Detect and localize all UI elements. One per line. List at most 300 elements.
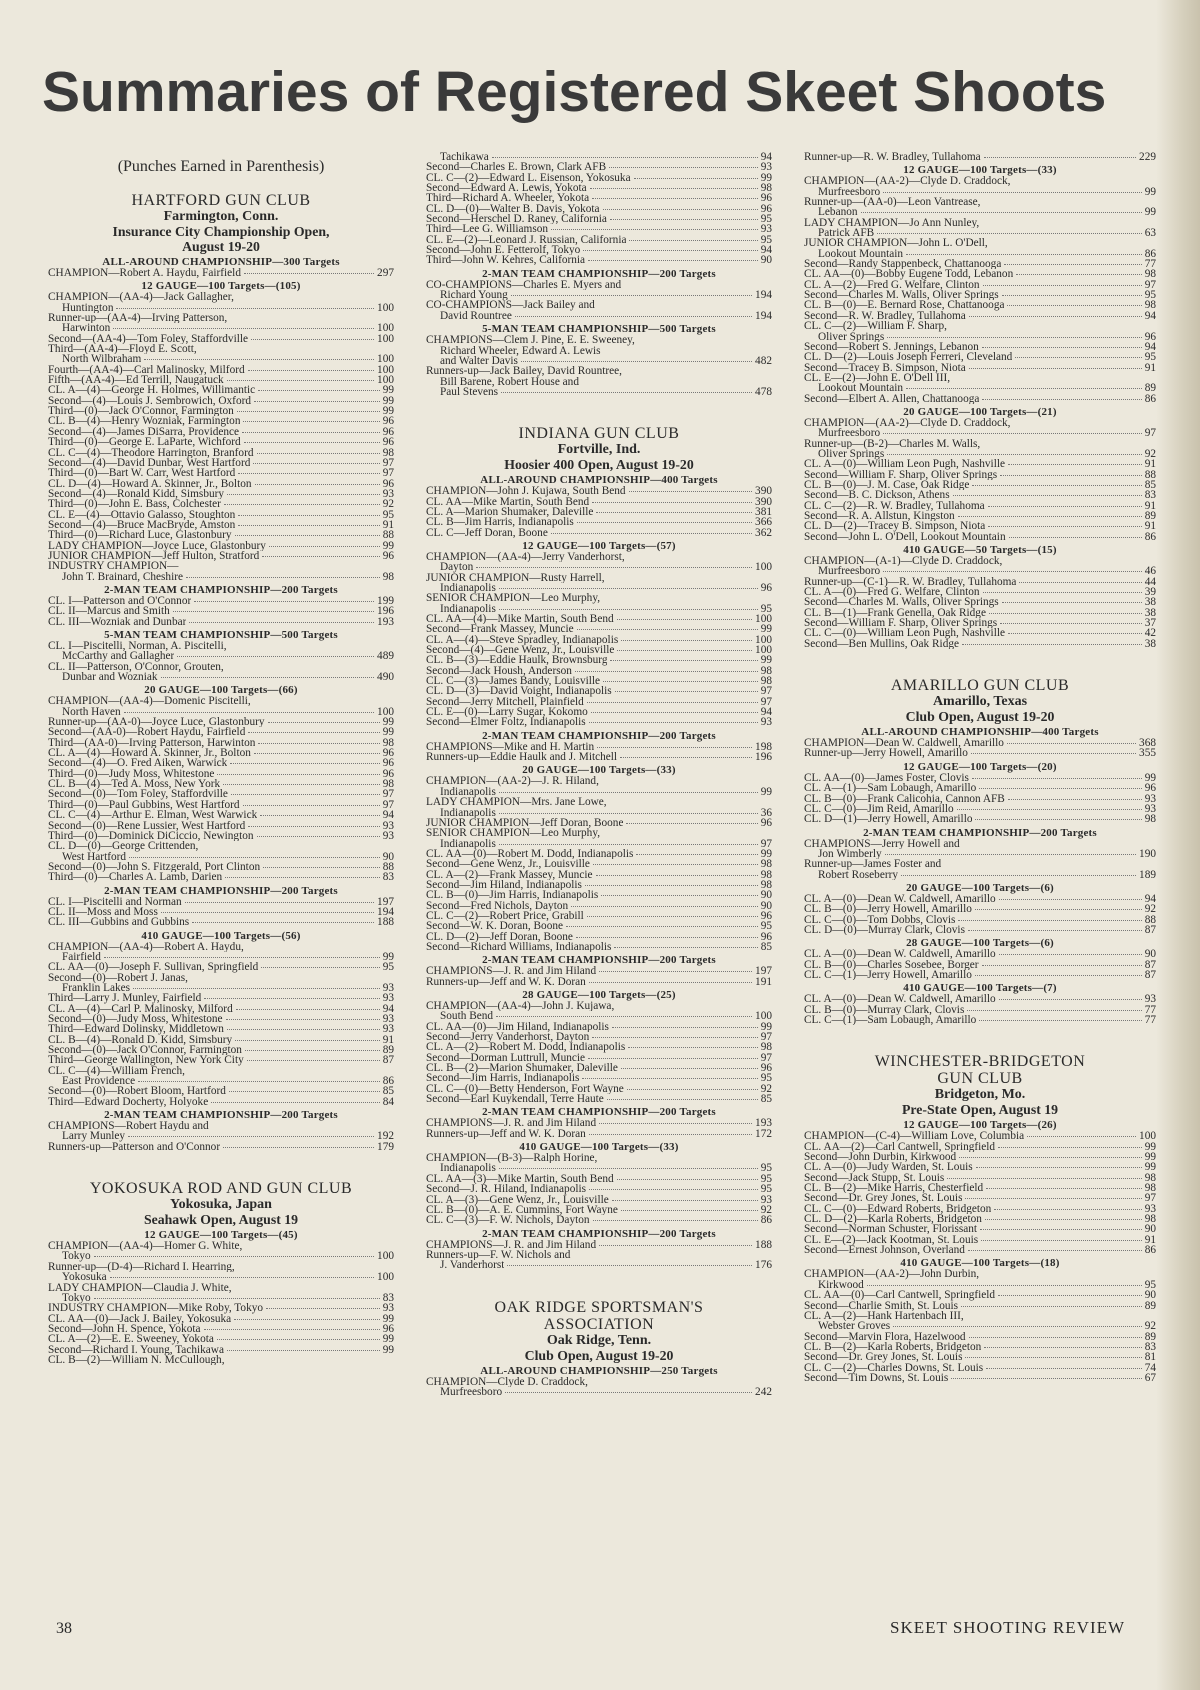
dot-leader (268, 722, 380, 723)
score: 97 (382, 468, 394, 479)
dot-leader (235, 1040, 380, 1041)
dot-leader (269, 546, 380, 547)
result-row (426, 214, 772, 224)
dot-leader (507, 1265, 752, 1266)
result-entry: CL. D—(2)—Jeff Doran, Boone (426, 931, 573, 942)
result-entry: Second—Jack Housh, Anderson (426, 665, 572, 677)
result-row (48, 821, 394, 831)
score: 196 (377, 606, 394, 617)
score: 100 (377, 706, 394, 718)
result-row (48, 962, 394, 972)
score: 93 (382, 488, 394, 500)
dot-leader (238, 473, 379, 474)
result-entry: CL. E—(2)—Jack Kootman, St. Louis (804, 1234, 979, 1246)
result-row (426, 562, 772, 572)
result-row (804, 804, 1156, 814)
result-entry-line: CHAMPION—(AA-2)—John Durbin, (804, 1269, 980, 1280)
result-row (804, 152, 1156, 162)
result-row (48, 1004, 394, 1014)
dot-leader (582, 1078, 757, 1079)
result-row (426, 1063, 772, 1073)
result-entry: Indianapolis (440, 786, 496, 798)
score: 90 (1144, 1290, 1156, 1301)
dot-leader (965, 1357, 1141, 1358)
score: 97 (1144, 279, 1156, 291)
result-row (48, 489, 394, 499)
result-entry: CL. A—(0)—William Leon Pugh, Nashville (804, 459, 1005, 470)
dot-leader (982, 399, 1141, 400)
result-entry: CL. I—Patterson and O'Connor (48, 595, 192, 607)
result-entry: Webster Groves (818, 1321, 891, 1332)
result-entry-line: Runners-up—Jack Bailey, David Rountree, (426, 366, 622, 377)
result-row (426, 977, 772, 987)
result-row (426, 1260, 772, 1270)
score: 99 (382, 1313, 394, 1324)
result-row (804, 628, 1156, 638)
result-row (804, 894, 1156, 904)
score: 197 (755, 966, 772, 977)
result-entry: Second—William F. Sharp, Oliver Springs (804, 469, 998, 480)
score: 92 (760, 1083, 772, 1095)
score: 38 (1144, 607, 1156, 619)
dot-leader (998, 1147, 1142, 1148)
result-entry: Third—(0)—George E. LaParte, Wichford (48, 437, 241, 448)
dot-leader (597, 747, 752, 748)
dot-leader (590, 188, 758, 189)
result-row (804, 259, 1156, 269)
dot-leader (589, 982, 752, 983)
dot-leader (906, 388, 1142, 389)
result-entry-line: CHAMPIONS—Clem J. Pine, E. E. Sweeney, (426, 335, 635, 346)
dot-leader (204, 1329, 380, 1330)
score: 85 (760, 1094, 772, 1105)
result-entry-line: Runner-up—(B-2)—Charles M. Walls, (804, 438, 981, 449)
result-entry: CHAMPION—(C-4)—William Love, Columbia (804, 1131, 1025, 1142)
result-entry: Fairfield (62, 951, 101, 963)
score: 86 (1144, 1245, 1156, 1256)
score: 44 (1144, 576, 1156, 588)
dot-leader (243, 421, 379, 422)
page-title: Summaries of Registered Skeet Shoots (42, 60, 1107, 124)
result-row (804, 1214, 1156, 1224)
section-gap (804, 1025, 1156, 1039)
score: 92 (1144, 1321, 1156, 1332)
result-row (426, 528, 772, 538)
result-row (426, 849, 772, 859)
dot-leader (599, 1245, 752, 1246)
result-entry-line: CHAMPIONS—Jerry Howell and (804, 838, 960, 849)
result-entry: CL. A—(4)—Carl P. Malinosky, Milford (48, 1003, 233, 1014)
score: 87 (382, 1055, 394, 1066)
dot-leader (628, 1047, 757, 1048)
score: 362 (755, 527, 772, 538)
score: 93 (382, 1303, 394, 1314)
score: 84 (382, 1096, 394, 1108)
dot-leader (593, 1220, 758, 1221)
dot-leader (1007, 743, 1136, 744)
result-entry: Murfreesboro (818, 186, 881, 198)
result-row (804, 459, 1156, 469)
result-entry: Second—(0)—Rene Lussier, West Hartford (48, 820, 246, 831)
result-entry: Second—(0)—Jack O'Connor, Farmington (48, 1045, 242, 1056)
result-row (804, 1235, 1156, 1245)
score: 99 (382, 540, 394, 551)
score: 98 (760, 1042, 772, 1053)
score: 88 (1144, 469, 1156, 480)
dot-leader (969, 1337, 1142, 1338)
dot-leader (861, 212, 1142, 213)
score: 97 (760, 1052, 772, 1064)
score: 96 (760, 203, 772, 215)
result-entry: Second—Charles E. Brown, Clark AFB (426, 162, 607, 173)
result-entry: Third—(0)—Richard Luce, Glastonbury (48, 530, 232, 541)
result-row (426, 183, 772, 193)
club-name: GUN CLUB (937, 1070, 1023, 1088)
result-entry: Third—Edward Dolinsky, Middletown (48, 1024, 224, 1035)
event-category-header: 12 GAUGE—100 Targets—(45) (144, 1229, 298, 1242)
score: 96 (382, 550, 394, 562)
score: 91 (1144, 500, 1156, 511)
result-entry: CL. III—Wozniak and Dunbar (48, 616, 187, 627)
result-entry: CL. D—(4)—Howard A. Skinner, Jr., Bolton (48, 478, 252, 489)
score: 489 (377, 651, 394, 662)
result-entry: David Rountree (440, 310, 512, 322)
result-row (804, 1162, 1156, 1172)
dot-leader (603, 681, 758, 682)
dot-leader (499, 844, 758, 845)
dot-leader (962, 644, 1142, 645)
score: 96 (382, 758, 394, 769)
result-entry: CL. AA—(0)—Bobby Eugene Todd, Lebanon (804, 269, 1014, 280)
result-entry: Second—(4)—David Dunbar, West Hartford (48, 457, 251, 469)
result-row (804, 970, 1156, 980)
result-row (804, 639, 1156, 649)
score: 355 (1139, 748, 1156, 759)
score: 93 (1144, 994, 1156, 1005)
result-entry: CL. A—(2)—Robert M. Dodd, Indianapolis (426, 1042, 626, 1053)
score: 93 (760, 162, 772, 173)
result-row (48, 1045, 394, 1055)
result-row (804, 1332, 1156, 1342)
score: 77 (1144, 1004, 1156, 1015)
result-entry: Third—(0)—Paul Gubbins, West Hartford (48, 799, 240, 811)
result-entry: CL. C—(0)—Edward Roberts, Bridgeton (804, 1203, 992, 1215)
dot-leader (161, 677, 375, 678)
dot-leader (947, 1178, 1141, 1179)
score: 100 (377, 364, 394, 376)
dot-leader (113, 328, 374, 329)
result-row (426, 245, 772, 255)
score: 99 (382, 951, 394, 963)
result-entry: Third—(0)—Charles A. Lamb, Darien (48, 872, 223, 883)
result-entry: CL. AA—(0)—Robert M. Dodd, Indianapolis (426, 848, 634, 860)
result-entry: Second—Charlie Smith, St. Louis (804, 1300, 959, 1311)
result-row (48, 717, 394, 727)
score: 96 (1144, 331, 1156, 342)
result-row (426, 686, 772, 696)
result-row (426, 1129, 772, 1139)
result-row (48, 551, 394, 561)
dot-leader (236, 1009, 380, 1010)
dot-leader (217, 1339, 380, 1340)
result-row (426, 635, 772, 645)
dot-leader (589, 722, 758, 723)
dot-leader (499, 588, 758, 589)
dot-leader (575, 671, 758, 672)
score: 99 (760, 172, 772, 184)
dot-leader (258, 390, 380, 391)
result-row (48, 907, 394, 917)
result-entry-line: INDUSTRY CHAMPION— (48, 561, 179, 572)
result-entry-line: LADY CHAMPION—Mrs. Jane Lowe, (426, 797, 607, 808)
score: 95 (760, 1184, 772, 1195)
dot-leader (610, 219, 758, 220)
score: 94 (1144, 893, 1156, 905)
score: 91 (1144, 1234, 1156, 1246)
result-entry: Third—Larry J. Munley, Fairfield (48, 993, 202, 1004)
result-entry: CL. AA—(0)—Joseph F. Sullivan, Springfield (48, 962, 259, 973)
result-entry: Third—George Wallington, New York City (48, 1055, 244, 1066)
score: 98 (382, 737, 394, 749)
club-location: Farmington, Conn. (163, 209, 279, 224)
result-entry: CHAMPIONS—J. R. and Jim Hiland (426, 1118, 597, 1129)
score: 90 (1144, 949, 1156, 960)
section-gap (804, 649, 1156, 663)
score: 95 (1144, 290, 1156, 301)
result-entry: CL. B—(0)—Frank Calicohia, Cannon AFB (804, 793, 1005, 804)
column-1 (48, 152, 394, 1365)
dot-leader (515, 316, 752, 317)
dot-leader (971, 753, 1136, 754)
result-row (426, 880, 772, 890)
score: 97 (1144, 1193, 1156, 1204)
event-category-header: 5-MAN TEAM CHAMPIONSHIP—500 Targets (104, 629, 338, 641)
result-row (804, 332, 1156, 342)
result-row (804, 925, 1156, 935)
result-row (804, 187, 1156, 197)
dot-leader (492, 157, 758, 158)
result-entry: Indianapolis (440, 603, 496, 614)
dot-leader (994, 1209, 1141, 1210)
score: 93 (382, 1024, 394, 1035)
event-category-header: 410 GAUGE—100 Targets—(56) (141, 929, 301, 942)
dot-leader (177, 656, 374, 657)
event-category-header: 12 GAUGE—100 Targets—(105) (141, 280, 301, 293)
result-entry: CL. D—(1)—Jerry Howell, Amarillo (804, 814, 973, 825)
score: 194 (755, 290, 772, 301)
score: 99 (382, 395, 394, 407)
dot-leader (223, 1147, 374, 1148)
section-gap (48, 1152, 394, 1166)
result-row (804, 269, 1156, 279)
result-row (804, 1204, 1156, 1214)
dot-leader (984, 1347, 1141, 1348)
score: 100 (377, 354, 394, 365)
result-row (48, 1303, 394, 1313)
dot-leader (248, 732, 379, 733)
club-name: INDIANA GUN CLUB (518, 425, 680, 443)
score: 98 (382, 779, 394, 790)
score: 96 (760, 910, 772, 922)
score: 95 (382, 962, 394, 973)
result-row (804, 1280, 1156, 1290)
dot-leader (238, 525, 379, 526)
result-row (426, 901, 772, 911)
result-row (804, 960, 1156, 970)
dot-leader (999, 999, 1142, 1000)
dot-leader (596, 875, 758, 876)
dot-leader (194, 601, 374, 602)
result-entry: Third—(0)—Jack O'Connor, Farmington (48, 406, 234, 417)
dot-leader (254, 753, 380, 754)
score: 89 (1144, 1331, 1156, 1342)
result-entry: Larry Munley (62, 1131, 126, 1142)
result-entry-line: CHAMPION—(AA-2)—Clyde D. Craddock, (804, 176, 1011, 187)
dot-leader (906, 254, 1142, 255)
event-category-header: 12 GAUGE—100 Targets—(33) (903, 164, 1057, 177)
result-row (804, 1173, 1156, 1183)
dot-leader (972, 778, 1142, 779)
result-row (426, 966, 772, 976)
result-entry-line: JUNIOR CHAMPION—Rusty Harrell, (426, 572, 605, 583)
event-category-header: 410 GAUGE—100 Targets—(33) (519, 1141, 679, 1154)
result-row (48, 416, 394, 426)
result-entry: Huntington (62, 302, 114, 314)
result-entry: JUNIOR CHAMPION—Jeff Hulton, Stratford (48, 550, 260, 562)
result-row (48, 437, 394, 447)
score: 87 (1144, 959, 1156, 970)
score: 94 (1144, 341, 1156, 353)
score: 74 (1144, 1362, 1156, 1373)
result-entry-line: Richard Wheeler, Edward A. Lewis (440, 345, 601, 356)
result-entry: CL. B—(4)—Ted A. Moss, New York (48, 779, 221, 790)
score: 93 (382, 830, 394, 842)
result-row (804, 280, 1156, 290)
dot-leader (588, 1058, 758, 1059)
dot-leader (975, 909, 1142, 910)
score: 91 (1144, 521, 1156, 532)
dot-leader (599, 971, 752, 972)
dot-leader (979, 788, 1141, 789)
dot-leader (260, 815, 379, 816)
result-entry: Runners-up—Jeff and W. K. Doran (426, 976, 586, 987)
result-row (426, 497, 772, 507)
result-entry: Second—Jerry Mitchell, Plainfield (426, 696, 584, 708)
result-row (48, 268, 394, 278)
result-row (426, 290, 772, 300)
score: 86 (760, 1215, 772, 1226)
dot-leader (585, 885, 758, 886)
result-row (48, 406, 394, 416)
dot-leader (499, 792, 758, 793)
dot-leader (965, 1198, 1141, 1199)
result-entry-line: CHAMPION—(AA-4)—John J. Kujawa, (426, 1001, 615, 1012)
result-row (48, 448, 394, 458)
score: 86 (1144, 531, 1156, 543)
result-entry: Second—Norman Schuster, Florissant (804, 1224, 978, 1235)
dot-leader (257, 836, 380, 837)
score: 193 (377, 616, 394, 627)
result-entry: Third—(AA-0)—Irving Patterson, Harwinton (48, 737, 256, 749)
result-row (804, 748, 1156, 758)
result-row (804, 1131, 1156, 1141)
event-name: Hoosier 400 Open, August 19-20 (504, 457, 694, 473)
result-entry: CL. B—(0)—J. M. Case, Oak Ridge (804, 479, 970, 491)
event-category-header: ALL-AROUND CHAMPIONSHIP—400 Targets (861, 726, 1099, 739)
dot-leader (185, 902, 374, 903)
result-row (48, 427, 394, 437)
result-row (426, 1174, 772, 1184)
dot-leader (224, 504, 380, 505)
result-row (48, 323, 394, 333)
score: 88 (382, 530, 394, 541)
result-row (48, 1293, 394, 1303)
result-row (48, 831, 394, 841)
result-row (804, 300, 1156, 310)
score: 89 (1144, 1300, 1156, 1311)
score: 490 (377, 672, 394, 683)
result-entry: Second—(4)—Ronald Kidd, Simsbury (48, 488, 225, 500)
result-entry: CL. B—(0)—Murray Clark, Clovis (804, 1004, 965, 1015)
result-row (48, 672, 394, 682)
dot-leader (263, 867, 380, 868)
result-row (426, 614, 772, 624)
score: 91 (1144, 459, 1156, 470)
dot-leader (94, 1298, 380, 1299)
result-row (48, 1024, 394, 1034)
dot-leader (958, 516, 1142, 517)
result-entry: Murfreesboro (440, 1386, 503, 1398)
result-entry: CL. C—(4)—Arthur E. Elman, West Warwick (48, 810, 258, 821)
result-entry-line: Runner-up—(AA-0)—Leon Vantrease, (804, 197, 981, 208)
result-row (804, 1290, 1156, 1300)
dot-leader (242, 432, 380, 433)
result-entry: CL. D—(2)—Louis Joseph Ferreri, Cleveland (804, 352, 1013, 363)
score: 176 (755, 1260, 772, 1271)
result-entry: Second—Elbert A. Allen, Chattanooga (804, 393, 980, 404)
result-entry: Indianapolis (440, 807, 496, 818)
result-row (426, 1022, 772, 1032)
result-entry: Murfreesboro (818, 566, 881, 577)
score: 297 (377, 268, 394, 279)
dot-leader (589, 1189, 758, 1190)
dot-leader (983, 285, 1142, 286)
result-row (804, 915, 1156, 925)
result-row (426, 839, 772, 849)
result-entry: CL. AA—(0)—Carl Cantwell, Springfield (804, 1290, 996, 1301)
dot-leader (1008, 464, 1142, 465)
score: 96 (382, 416, 394, 427)
dot-leader (972, 485, 1141, 486)
result-entry: CL. III—Gubbins and Gubbins (48, 917, 190, 928)
result-entry: Second—Fred Nichols, Dayton (426, 900, 569, 911)
dot-leader (989, 613, 1142, 614)
score: 98 (760, 859, 772, 870)
event-category-header: 2-MAN TEAM CHAMPIONSHIP—200 Targets (104, 884, 338, 897)
result-row (48, 458, 394, 468)
result-entry: Second—Marvin Flora, Hazelwood (804, 1331, 966, 1342)
score: 179 (377, 1141, 394, 1153)
dot-leader (248, 826, 379, 827)
event-category-header: 20 GAUGE—100 Targets—(6) (906, 881, 1054, 894)
result-entry: Second—R. W. Bradley, Tullahoma (804, 310, 966, 322)
result-entry: Runner-up—(AA-0)—Joyce Luce, Glastonbury (48, 717, 265, 728)
score: 99 (760, 786, 772, 798)
dot-leader (596, 512, 752, 513)
result-entry: Second—Dorman Luttrull, Muncie (426, 1052, 586, 1064)
result-entry: South Bend (440, 1011, 494, 1022)
score: 96 (382, 768, 394, 780)
